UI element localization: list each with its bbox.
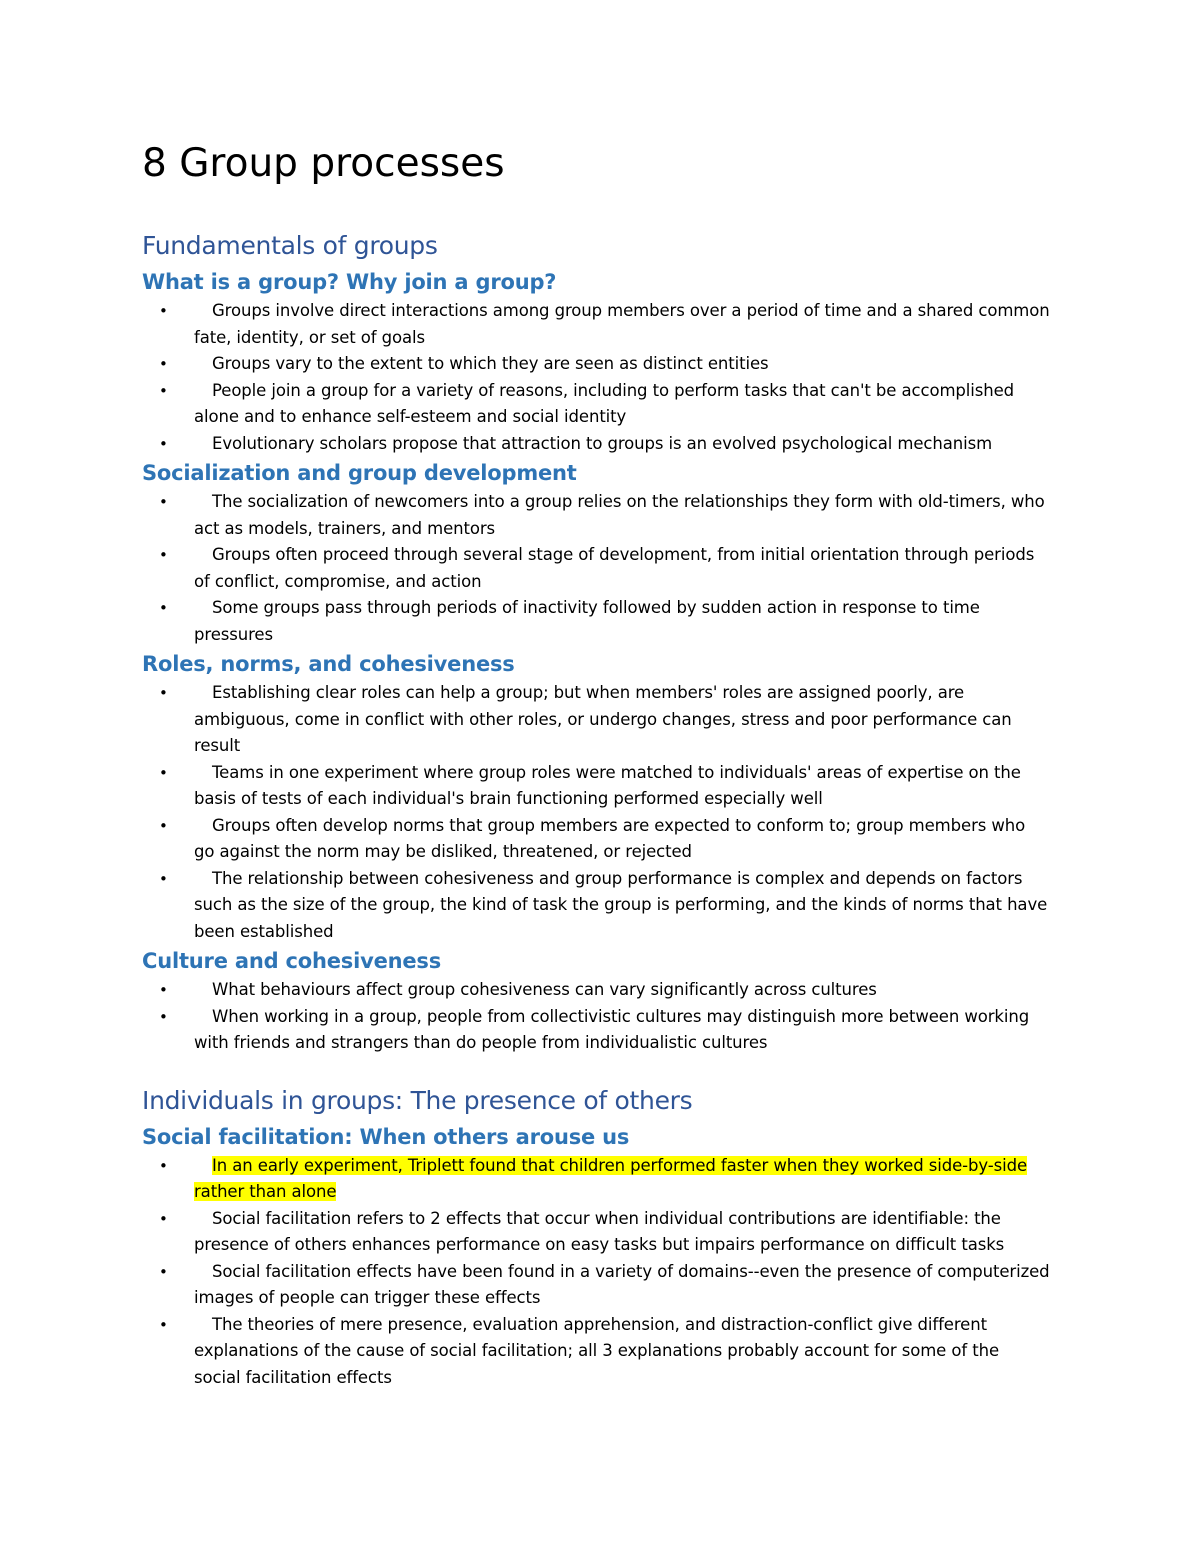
bullet-icon: •	[159, 816, 168, 835]
bullet-list	[142, 489, 1050, 648]
list-item: • What behaviours affect group cohesiveness can vary significantly across cultures	[142, 977, 1050, 1004]
list-item: • Groups often proceed through several stage of development, from initial orientation through periods of conflict, compromise, and action	[142, 542, 1050, 595]
list-item: • Social facilitation effects have been found in a variety of domains--even the presence of computerized images of people can trigger these effects	[142, 1259, 1050, 1312]
subsection-heading-culture: Culture and cohesiveness	[142, 949, 442, 973]
bullet-icon: •	[159, 1262, 168, 1281]
page-title: 8 Group processes	[142, 141, 505, 186]
list-item: • The socialization of newcomers into a group relies on the relationships they form with old-timers, who act as models, trainers, and mentors	[142, 489, 1050, 542]
bullet-icon: •	[159, 763, 168, 782]
bullet-icon: •	[159, 684, 168, 702]
bullet-icon: •	[159, 1156, 168, 1175]
subsection-heading-social-facilitation: Social facilitation: When others arouse us	[142, 1124, 630, 1149]
section-heading-fundamentals: Fundamentals of groups	[142, 231, 438, 260]
list-item: • Establishing clear roles can help a group; but when members' roles are assigned poorly, are ambiguous, come in conflict with other roles, or undergo changes, stress and poor performance can result	[142, 680, 1050, 760]
list-item: • The theories of mere presence, evaluation apprehension, and distraction-conflict give different explanations of the cause of social facilitation; all 3 explanations probably account for some of the social facilitation effects	[142, 1312, 1050, 1392]
bullet-icon: •	[159, 599, 168, 617]
section-heading-individuals: Individuals in groups: The presence of others	[142, 1085, 693, 1115]
list-item: • The relationship between cohesiveness and group performance is complex and depends on factors such as the size of the group, the kind of task the group is performing, and the kinds of norms that have been established	[142, 866, 1050, 946]
bullet-list	[142, 298, 1050, 457]
bullet-icon: •	[159, 381, 168, 400]
bullet-list	[142, 977, 1050, 1057]
subsection-heading-socialization: Socialization and group development	[142, 461, 577, 485]
bullet-icon: •	[159, 1315, 168, 1334]
bullet-icon: •	[159, 493, 168, 511]
bullet-list	[142, 680, 1050, 945]
bullet-icon: •	[159, 1209, 168, 1228]
bullet-icon: •	[159, 1007, 168, 1026]
bullet-icon: •	[159, 981, 168, 999]
bullet-icon: •	[159, 355, 168, 373]
list-item: • Some groups pass through periods of inactivity followed by sudden action in response to time pressures	[142, 595, 1050, 648]
list-item: • Groups often develop norms that group members are expected to conform to; group members who go against the norm may be disliked, threatened, or rejected	[142, 813, 1050, 866]
list-item: • When working in a group, people from collectivistic cultures may distinguish more between working with friends and strangers than do people from individualistic cultures	[142, 1004, 1050, 1057]
list-item: • Evolutionary scholars propose that attraction to groups is an evolved psychological mechanism	[142, 431, 1050, 458]
bullet-icon: •	[159, 869, 168, 888]
list-item: • People join a group for a variety of reasons, including to perform tasks that can't be accomplished alone and to enhance self-esteem and social identity	[142, 378, 1050, 431]
list-item: • Groups involve direct interactions among group members over a period of time and a shared common fate, identity, or set of goals	[142, 298, 1050, 351]
highlighted-text: In an early experiment, Triplett found that children performed faster when they worked side-by-side rather than alone	[194, 1155, 1028, 1201]
list-item: • Social facilitation refers to 2 effects that occur when individual contributions are identifiable: the presence of others enhances performance on easy tasks but impairs performance on difficult tasks	[142, 1206, 1050, 1259]
bullet-icon: •	[159, 546, 168, 564]
bullet-icon: •	[159, 302, 168, 320]
subsection-heading-roles-norms: Roles, norms, and cohesiveness	[142, 652, 515, 676]
list-item: • Teams in one experiment where group roles were matched to individuals' areas of expertise on the basis of tests of each individual's brain functioning performed especially well	[142, 760, 1050, 813]
bullet-icon: •	[159, 434, 168, 453]
list-item: • Groups vary to the extent to which they are seen as distinct entities	[142, 351, 1050, 378]
bullet-list	[142, 1153, 1050, 1392]
list-item-highlighted	[142, 1153, 1050, 1206]
subsection-heading-what-is-group: What is a group? Why join a group?	[142, 270, 557, 294]
